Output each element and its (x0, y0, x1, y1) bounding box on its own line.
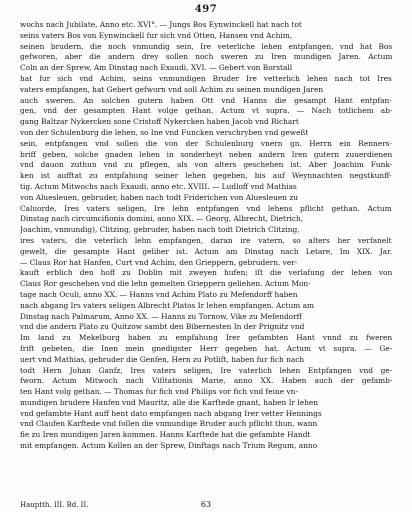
text-line: sein, entpfangen vnd sollen die von der Schulenburg vnern gn. Herrn ein Renners- (20, 138, 392, 148)
text-line: vnd Claufen Karftede vnd follen die vnmundige Bruder auch pflicht thun, wann (20, 419, 318, 429)
text-line: ten Hant volg gethan. — Thomas fur fich vnd Philips vor fich vnd feine vn- (20, 387, 298, 397)
text-line: gang Baltzar Nykercken sone Cristoff Nykercken haben Jacob vnd Richart (20, 117, 299, 127)
text-line: mit empfangen. Actum Kollen an der Sprew, Dinftags nach Trium Regum, anno (20, 441, 318, 451)
text-line: tig. Actum Mitwochs nach Exaudi, anno etc. XVIII. — Ludloff vnd Mathias (20, 181, 297, 191)
text-line: vnd dauon zuthun vnd zu pflegen, als von alters geschehen ist. Aber Joachim Funk- (20, 160, 392, 170)
text-line: fie zu Iren mundigen Jaren kommen. Hanns Karftede hat die gefambte Handt (20, 430, 311, 440)
text-line: gen, vnd der gesampten Hant volge gethan. Actum vt supra. — Nach totlichem ab- (20, 106, 392, 116)
text-line: von der Schulenburg die lehen, so Ine vnd Funcken verschryben vnd geweßt (20, 127, 309, 137)
text-line: fworn. Actum Mitwoch nach Viſitationis Marie, anno XX. Haben auch der gefamb- (20, 376, 392, 386)
page-number: 497 (194, 4, 218, 15)
page-footer (20, 500, 392, 510)
text-line: Coln an der Sprew, Am Dinstag nach Exaudi, XVI. — Gebert von Borstall (20, 63, 293, 73)
text-line: Caluorde, Ires vaters seligen, Ire lehn entpfangen vnd lehens pflicht gethan. Actum (20, 203, 392, 213)
text-line: seinen brudern, die noch vnmundig sein, Ire veterliche lehen entpfangen, vnd hat Bos (20, 41, 392, 51)
text-line: mundigen brudere Hanfen vnd Mauritz, alle die Karftede gnant, haben Ir lehen (20, 397, 319, 407)
folio-number: 63 (200, 500, 212, 509)
body-text (20, 20, 392, 452)
text-line: Joachim, vnmundig), Clitzing, gebruder, haben nach todt Dietrich Clitzing, (20, 225, 300, 235)
text-line: Dinstag nach circumcifionis domini, anno XIX. — Georg, Albrecht, Dietrich, (20, 214, 304, 224)
text-line: vnd die andern Plato zu Quitzow sambt den Bibernesten In der Prignitz vnd (20, 322, 305, 332)
text-line: gewelt, die gesampte Hant geliher ist. Actum am Dinstag nach Letare, Im XIX. Jar. (20, 246, 392, 256)
text-line: Dinstag nach Palmarum, Anno XX. — Hanns zu Tornow, Vike zu Mefendorff (20, 311, 302, 321)
text-line: uert vnd Mathias, gebruder die Genfen, Hern zu Potlift, haben fur fich nach (20, 354, 305, 364)
text-line: vaters empfangen, hat Gebert gefworn vnd soll Achim zu seinen mundigen Jaren (20, 84, 324, 94)
text-line: seins vaters Bos von Eynwinckell fur sich vnd Otten, Hansen vnd Achim, (20, 30, 293, 40)
text-line: kauft erblich den hoff zu Doblin mit zweyen hufen; iſt die verlafung der lehen von (20, 268, 392, 278)
text-line: Im land zu Mekelburg haben zu empfahung Irer gefambten Hant vnnd zu fweren (20, 333, 392, 343)
text-line: hat fur sich vnd Achim, seins vnmundigen Bruder Ire vetterlich lehen nach tot Ires (20, 73, 392, 83)
text-line: tage nach Oculi, anno XX. — Hanns vnd Achim Plato zu Mefendorff haben (20, 289, 298, 299)
text-line: — Claus Ror hat Hanfen, Curt vnd Achim, den Grieppern, gebrudern, ver- (20, 257, 298, 267)
signature-mark: Hauptth. III. Bd. II. (20, 501, 89, 509)
text-line: gefworen, aber die andern drey sollen noch sweren zu Iren mundigen Jaren. Actum (20, 52, 392, 62)
text-line: wochs nach Jubilate, Anno etc. XVI°. — Jungs Bos Eynwinckell hat nach tot (20, 20, 302, 29)
text-line: auch sweren. An solchen gutern haben Ott vnd Hanns die gesampt Hant entpfan- (20, 95, 392, 105)
text-line: frift gebeten, die Inen mein gnedigster Herr gegeben hat. Actum vt supra. — Ge- (20, 343, 392, 353)
text-line: ires vaters, die veterlich lehn empfangen, daran ire vatern, so alters her verfanelt (20, 235, 392, 245)
text-line: Claus Ror geschehen vnd die lehn gemelten Grieppern geliehen. Actum Mon- (20, 279, 311, 289)
text-line: nach abgang Irs vaters seligen Albrecht Platos Ir lehen empfangen. Actum am (20, 300, 315, 310)
text-line: ken ist aufftat zu entpfahung seiner lehen gegeben, bis auf Weynnachten negstkunff- (20, 171, 392, 181)
text-line: todt Hern Johan Ganfz, Ires vaters seligen, Ire vaterlich lehen Entpfangen vnd ge- (20, 365, 392, 375)
text-line: briff geben, solche gnaden lehen in sonderheyt neben andern Iren gutern zuuerdienen (20, 149, 392, 159)
text-line: vnd gefambte Hant auff hent dato empfangen nach abgang Irer vetter Hennings (20, 408, 322, 418)
text-line: von Aluesleuen, gebruder, haben nach todt Friderichen von Aluesleuen zu (20, 192, 299, 202)
